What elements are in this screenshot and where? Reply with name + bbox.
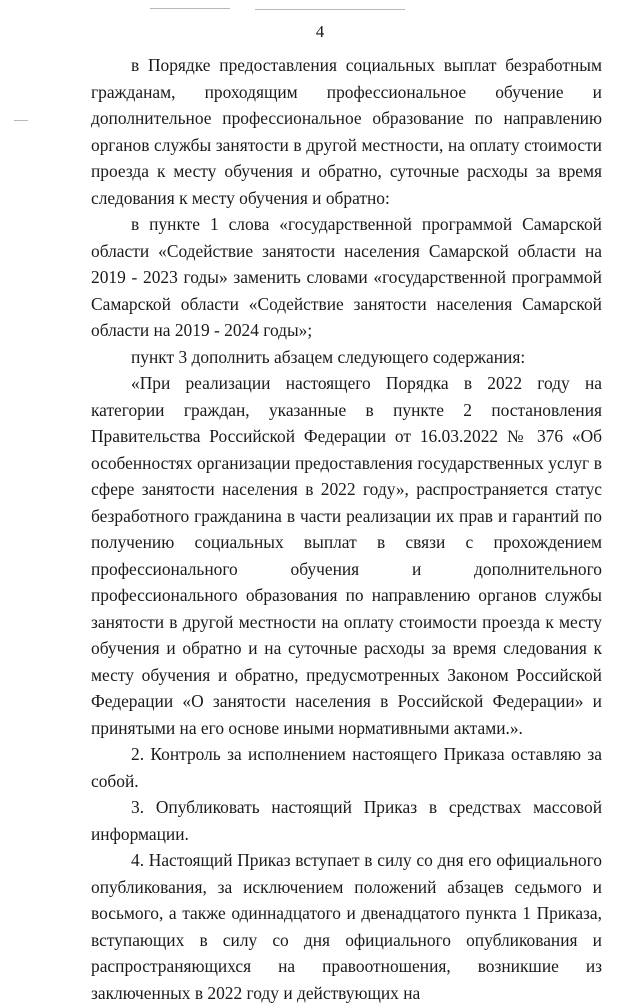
paragraph-item-4-effective: 4. Настоящий Приказ вступает в силу со дня его официального опубликования, за исключением положений абзацев седьмого и восьмого, а также одиннадцатого и двенадцатого пункта 1 Приказа, вступающих в силу со дня официального опубликования и распространяющихся на правоотношения, возникшие из заключенных в 2022 году и действующих на [91, 850, 602, 1003]
scan-artifact [14, 120, 28, 121]
paragraph-item-3-publish: 3. Опубликовать настоящий Приказ в средствах массовой информации. [91, 797, 602, 844]
paragraph-item-2-control: 2. Контроль за исполнением настоящего Приказа оставляю за собой. [91, 744, 602, 791]
paragraph-added-text: «При реализации настоящего Порядка в 2022 году на категории граждан, указанные в пункте 2 постановления Правительства Российской Федерации от 16.03.2022 № 376 «Об особенностях организации предоставления государственных услуг в сфере занятости населения в 2022 году», распространяется статус безработного гражданина в части реализации их прав и гарантий по получению социальных выплат в связи с прохождением профессионального обучения и дополнительного профессионального образования по направлению органов службы занятости в другой местности на оплату стоимости проезда к месту обучения и обратно и на суточные расходы за время следования к месту обучения и обратно, предусмотренных Законом Российской Федерации «О занятости населения в Российской Федерации» и принятыми на его основе иными нормативными актами.». [91, 373, 602, 738]
document-body [91, 52, 602, 1006]
scan-artifact [150, 8, 230, 9]
paragraph-clause-1-replacement: в пункте 1 слова «государственной программой Самарской области «Содействие занятости населения Самарской области на 2019 - 2023 годы» заменить словами «государственной программой Самарской области «Содействие занятости населения Самарской области на 2019 - 2024 годы»; [91, 214, 602, 340]
scan-artifact [255, 9, 405, 10]
page-number: 4 [315, 22, 325, 41]
paragraph-clause-3-addition: пункт 3 дополнить абзацем следующего содержания: [131, 346, 526, 367]
paragraph-procedure-intro: в Порядке предоставления социальных выплат безработным гражданам, проходящим профессиональное обучение и дополнительное профессиональное образование по направлению органов службы занятости в другой местности, на оплату стоимости проезда к месту обучения и обратно, суточные расходы за время следования к месту обучения и обратно: [91, 55, 602, 208]
